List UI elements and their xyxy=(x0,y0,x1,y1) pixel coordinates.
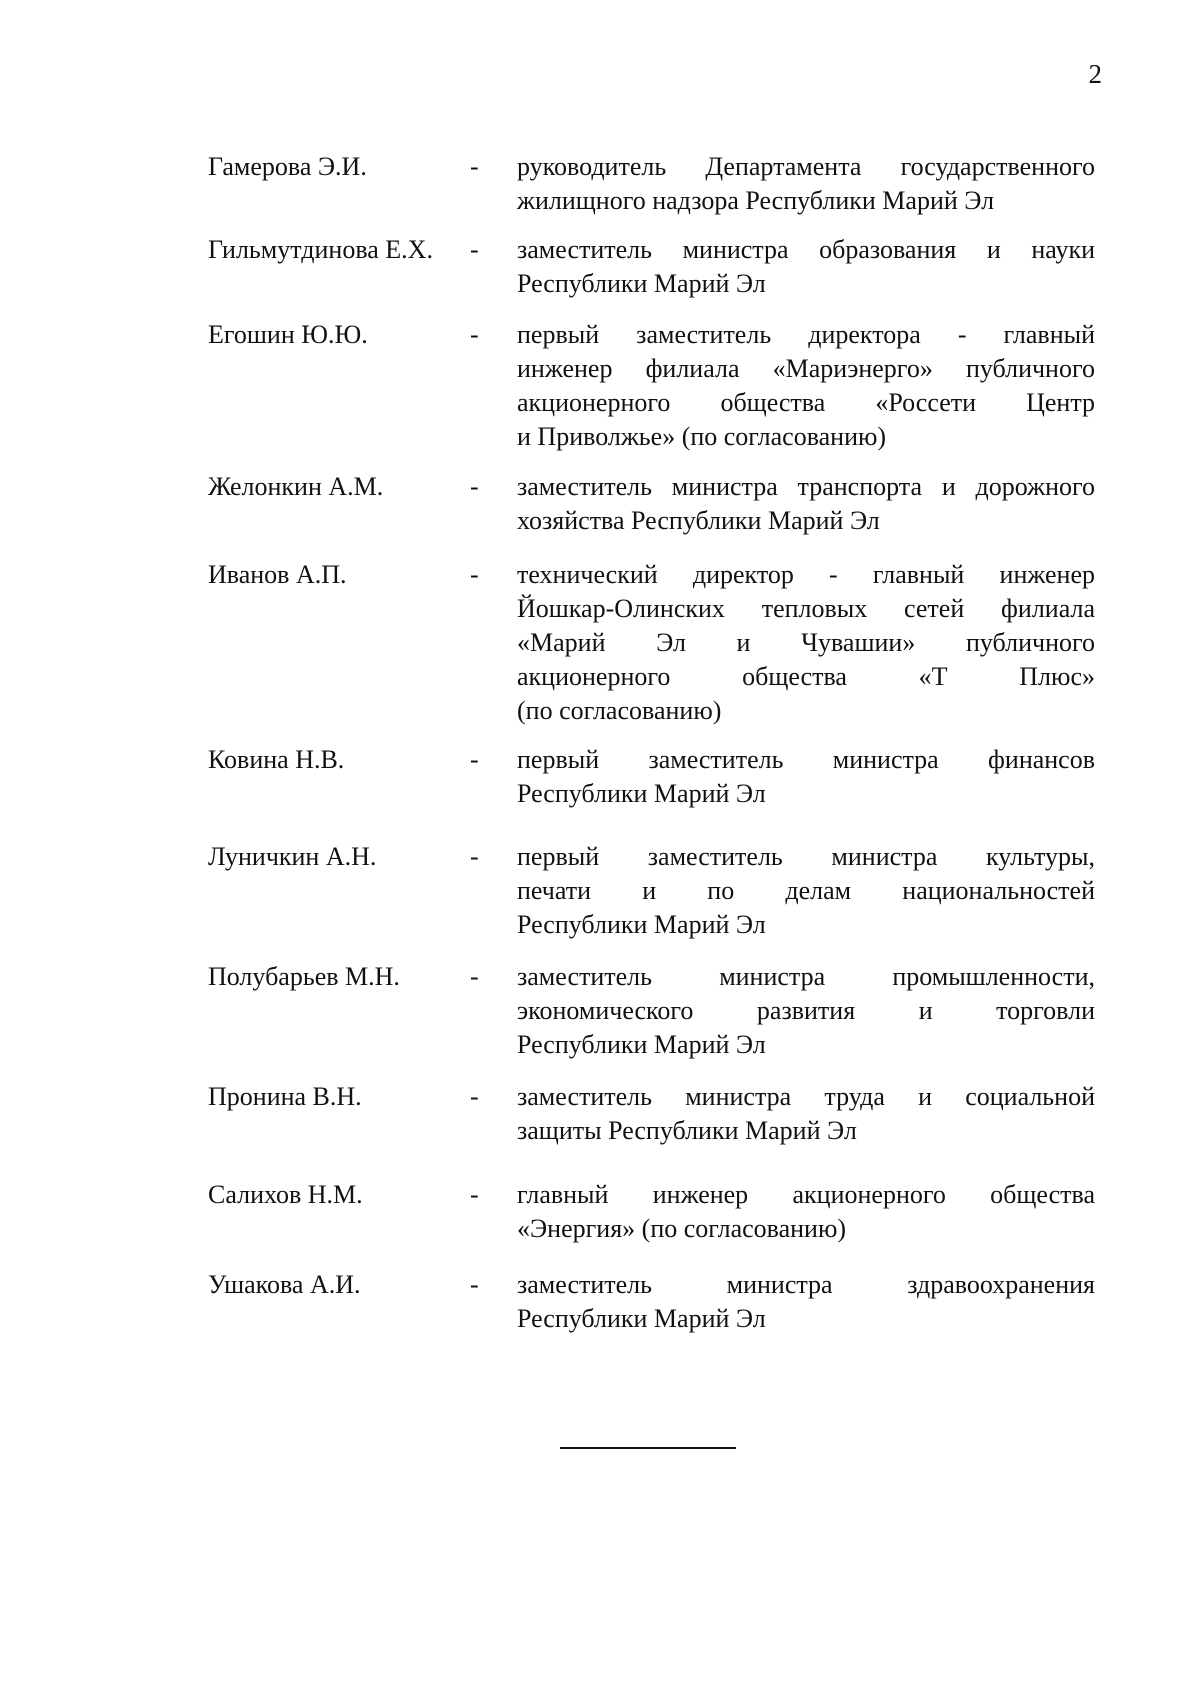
member-name: Егошин Ю.Ю. xyxy=(208,320,368,349)
member-separator-dash: - xyxy=(470,320,479,349)
member-position-line: экономического развития и торговли xyxy=(517,996,1095,1025)
member-position xyxy=(517,840,1095,942)
member-separator-dash: - xyxy=(470,1270,479,1299)
member-position xyxy=(517,318,1095,454)
member-position-line: Республики Марий Эл xyxy=(517,1304,766,1333)
member-position xyxy=(517,1080,1095,1148)
member-position-line: главный инженер акционерного общества xyxy=(517,1180,1095,1209)
member-name: Ушакова А.И. xyxy=(208,1270,361,1299)
member-position-line: хозяйства Республики Марий Эл xyxy=(517,506,880,535)
member-separator-dash: - xyxy=(470,962,479,991)
member-position-line: «Марий Эл и Чувашии» публичного xyxy=(517,628,1095,657)
member-position-line: инженер филиала «Мариэнерго» публичного xyxy=(517,354,1095,383)
page-number: 2 xyxy=(1088,59,1102,89)
member-position-line: первый заместитель директора - главный xyxy=(517,320,1095,349)
member-name: Гильмутдинова Е.Х. xyxy=(208,235,433,264)
member-position-line: Республики Марий Эл xyxy=(517,779,766,808)
member-separator-dash: - xyxy=(470,1082,479,1111)
member-position-line: Йошкар-Олинских тепловых сетей филиала xyxy=(517,594,1095,623)
member-position-line: Республики Марий Эл xyxy=(517,269,766,298)
member-separator-dash: - xyxy=(470,745,479,774)
member-name: Желонкин А.М. xyxy=(208,472,384,501)
member-position xyxy=(517,558,1095,728)
member-position-line: и Приволжье» (по согласованию) xyxy=(517,422,887,451)
member-position-line: первый заместитель министра финансов xyxy=(517,745,1095,774)
member-position-line: технический директор - главный инженер xyxy=(517,560,1095,589)
member-position-line: печати и по делам национальностей xyxy=(517,876,1095,905)
member-position-line: заместитель министра промышленности, xyxy=(517,962,1095,991)
member-separator-dash: - xyxy=(470,560,479,589)
member-position-line: заместитель министра здравоохранения xyxy=(517,1270,1095,1299)
member-separator-dash: - xyxy=(470,152,479,181)
member-position xyxy=(517,1268,1095,1336)
member-name: Гамерова Э.И. xyxy=(208,152,367,181)
member-position xyxy=(517,233,1095,301)
member-position-line: заместитель министра образования и науки xyxy=(517,235,1095,264)
member-separator-dash: - xyxy=(470,842,479,871)
member-position-line: акционерного общества «Т Плюс» xyxy=(517,662,1095,691)
member-position-line: (по согласованию) xyxy=(517,696,722,725)
member-separator-dash: - xyxy=(470,472,479,501)
member-name: Луничкин А.Н. xyxy=(208,842,377,871)
member-position xyxy=(517,960,1095,1062)
member-separator-dash: - xyxy=(470,235,479,264)
member-position-line: защиты Республики Марий Эл xyxy=(517,1116,857,1145)
member-position-line: первый заместитель министра культуры, xyxy=(517,842,1095,871)
member-position-line: заместитель министра транспорта и дорожного xyxy=(517,472,1095,501)
member-name: Пронина В.Н. xyxy=(208,1082,362,1111)
member-position-line: руководитель Департамента государственного xyxy=(517,152,1095,181)
member-name: Иванов А.П. xyxy=(208,560,347,589)
member-position xyxy=(517,470,1095,538)
closing-rule xyxy=(560,1447,736,1449)
member-position-line: «Энергия» (по согласованию) xyxy=(517,1214,847,1243)
member-separator-dash: - xyxy=(470,1180,479,1209)
member-position-line: Республики Марий Эл xyxy=(517,910,766,939)
member-name: Салихов Н.М. xyxy=(208,1180,363,1209)
member-position-line: жилищного надзора Республики Марий Эл xyxy=(517,186,995,215)
member-name: Полубарьев М.Н. xyxy=(208,962,400,991)
member-position xyxy=(517,150,1095,218)
member-position-line: Республики Марий Эл xyxy=(517,1030,766,1059)
member-name: Ковина Н.В. xyxy=(208,745,345,774)
member-position-line: заместитель министра труда и социальной xyxy=(517,1082,1095,1111)
member-position-line: акционерного общества «Россети Центр xyxy=(517,388,1095,417)
member-position xyxy=(517,743,1095,811)
member-position xyxy=(517,1178,1095,1246)
